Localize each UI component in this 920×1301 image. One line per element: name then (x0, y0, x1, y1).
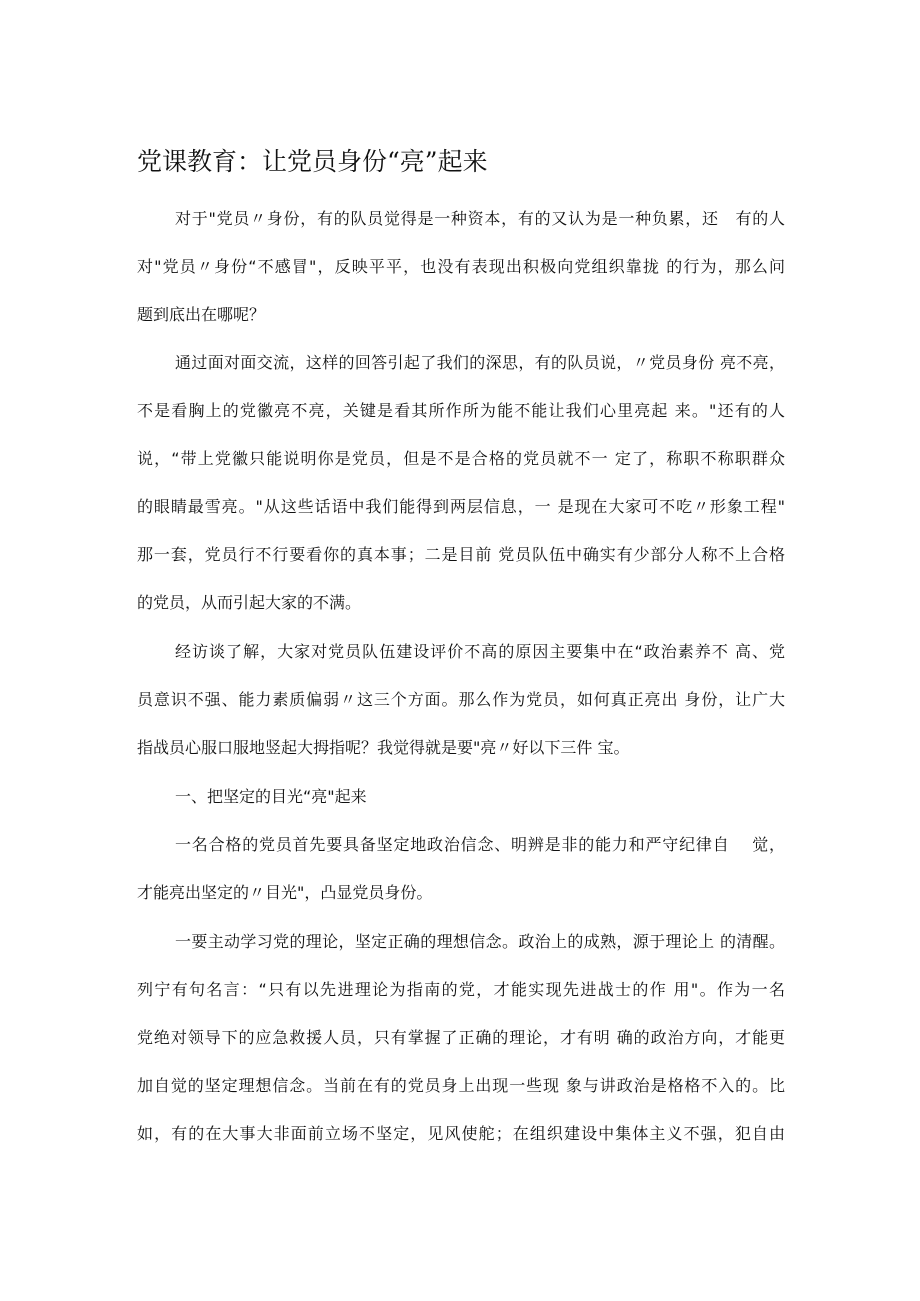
paragraph-1-line-1: 对于"党员〃身份，有的队员觉得是一种资本，有的又认为是一种负累，还 有的人 (175, 209, 785, 228)
paragraph-2-line-2: 不是看胸上的党徽亮不亮，关键是看其所作所为能不能让我们心里亮起 来。"还有的人 (137, 401, 785, 420)
paragraph-1-line-3: 题到底出在哪呢？ (137, 305, 266, 324)
paragraph-2-line-3: 说，“带上党徽只能说明你是党员，但是不是合格的党员就不一 定了，称职不称职群众 (137, 449, 785, 468)
paragraph-2-line-4: 的眼睛最雪亮。"从这些话语中我们能得到两层信息，一 是现在大家可不吃〃形象工程" (137, 497, 785, 516)
paragraph-5-line-2: 才能亮出坚定的〃目光"，凸显党员身份。 (137, 883, 433, 902)
paragraph-6-line-1: 一要主动学习党的理论，坚定正确的理想信念。政治上的成熟，源于理论上 的清醒。 (175, 932, 785, 951)
page-title: 党课教育：让党员身份“亮”起来 (137, 147, 488, 176)
paragraph-3-line-2: 员意识不强、能力素质偏弱〃这三个方面。那么作为党员，如何真正亮出 身份，让广大 (137, 690, 785, 709)
paragraph-2-line-5: 那一套，党员行不行要看你的真本事；二是目前 党员队伍中确实有少部分人称不上合格 (137, 545, 785, 564)
paragraph-2-line-1: 通过面对面交流，这样的回答引起了我们的深思，有的队员说，〃党员身份 亮不亮， (175, 353, 785, 372)
paragraph-5-line-1: 一名合格的党员首先要具备坚定地政治信念、明辨是非的能力和严守纪律自 觉， (175, 835, 785, 854)
paragraph-2-line-6: 的党员，从而引起大家的不满。 (137, 593, 362, 612)
paragraph-6-line-4: 加自觉的坚定理想信念。当前在有的党员身上出现一些现 象与讲政治是格格不入的。比 (137, 1076, 785, 1095)
paragraph-1-line-2: 对"党员〃身份“不感冒"，反映平平，也没有表现出积极向党组织靠拢 的行为，那么问 (137, 257, 785, 276)
paragraph-6-line-5: 如，有的在大事大非面前立场不坚定，见风使舵；在组织建设中集体主义不强，犯自由 (137, 1124, 785, 1143)
paragraph-6-line-2: 列宁有句名言：“只有以先进理论为指南的党，才能实现先进战士的作 用"。作为一名 (137, 980, 785, 999)
paragraph-3-line-1: 经访谈了解，大家对党员队伍建设评价不高的原因主要集中在“政治素养不 高、党 (175, 642, 785, 661)
paragraph-6-line-3: 党绝对领导下的应急救援人员，只有掌握了正确的理论，才有明 确的政治方向，才能更 (137, 1028, 785, 1047)
paragraph-3-line-3: 指战员心服口服地竖起大拇指呢？我觉得就是要"亮〃好以下三件 宝。 (137, 738, 630, 757)
section-heading-1: 一、把坚定的目光“亮"起来 (175, 787, 367, 806)
